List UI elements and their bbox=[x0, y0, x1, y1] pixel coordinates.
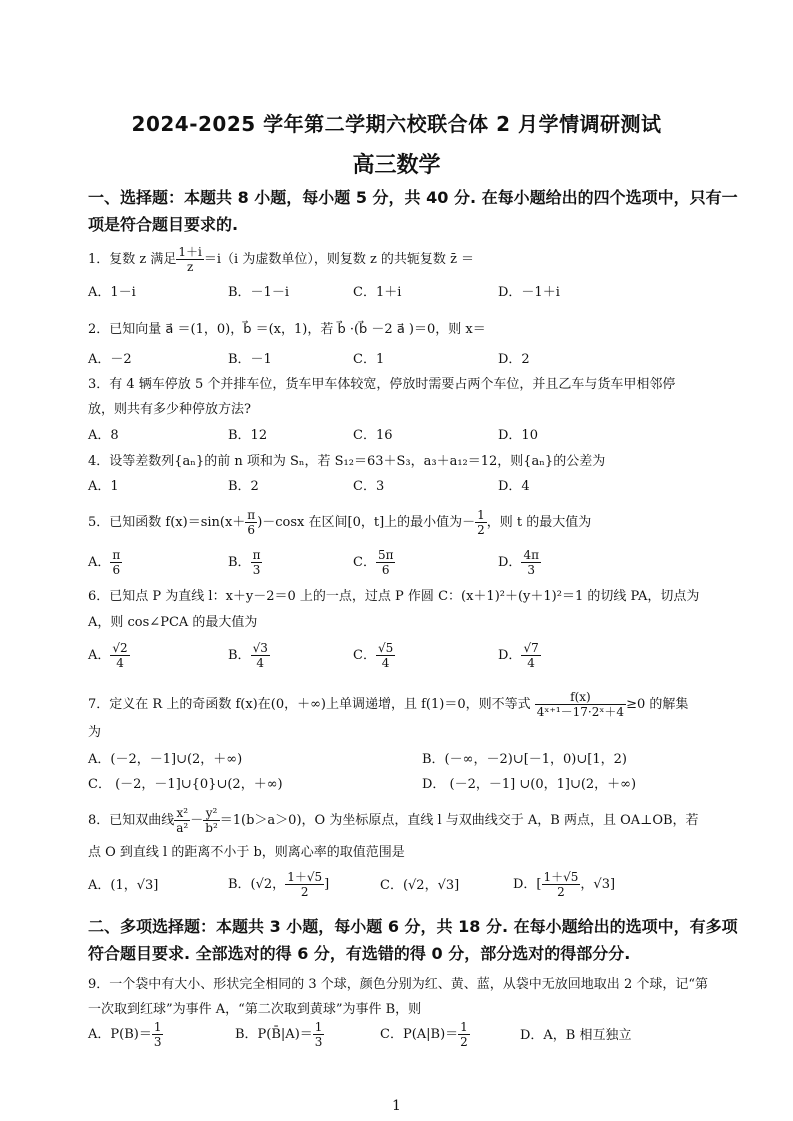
q9-option-a bbox=[88, 1020, 163, 1049]
question-7 bbox=[88, 690, 728, 719]
q4-option-b: B．2 bbox=[228, 479, 259, 494]
q1-prefix: 1．复数 z 满足 bbox=[88, 252, 177, 267]
q4-option-a: A．1 bbox=[88, 479, 119, 494]
q6-option-d-label: D． bbox=[498, 648, 522, 663]
section1-heading-line2: 项是符合题目要求的. bbox=[88, 215, 239, 234]
q5-frac1-num: π bbox=[247, 508, 256, 522]
q6-option-a-num: √2 bbox=[112, 641, 128, 655]
q9-option-c-num: 1 bbox=[460, 1020, 468, 1034]
subject-title: 高三数学 bbox=[352, 153, 441, 178]
question-2: 2．已知向量 a⃗ ＝(1，0)，b⃗ ＝(x，1)，若 b⃗ ·(b⃗ －2 a⃗ )＝0，则 x＝ bbox=[88, 322, 486, 337]
q8-option-d-den: 2 bbox=[557, 885, 565, 899]
q5-option-c bbox=[353, 548, 395, 577]
q2-option-a: A．－2 bbox=[88, 352, 132, 367]
q9-option-c-frac bbox=[458, 1020, 470, 1049]
q6-option-c-den: 4 bbox=[381, 656, 390, 670]
q8-option-a: A．(1，√3] bbox=[88, 878, 159, 893]
q6-option-a-frac bbox=[110, 641, 129, 670]
question-8-line2: 点 O 到直线 l 的距离不小于 b，则离心率的取值范围是 bbox=[88, 845, 405, 860]
q8-f1-num: x² bbox=[174, 806, 190, 821]
q9-option-b-frac bbox=[313, 1020, 325, 1049]
q1-suffix: ＝i（i 为虚数单位），则复数 z 的共轭复数 z̄ ＝ bbox=[203, 252, 475, 267]
q8-prefix: 8．已知双曲线 bbox=[88, 813, 175, 828]
q7-frac-den: 4ˣ⁺¹－17·2ˣ＋4 bbox=[536, 705, 625, 719]
q9-option-a-pre: A．P(B)＝ bbox=[88, 1027, 152, 1042]
q6-option-d-frac bbox=[521, 641, 540, 670]
q6-option-a-label: A． bbox=[88, 648, 111, 663]
q5-option-c-frac bbox=[376, 548, 396, 577]
q5-middle: )－cosx 在区间[0，t]上的最小值为－ bbox=[257, 515, 476, 530]
q9-option-c-pre: C．P(A|B)＝ bbox=[380, 1027, 459, 1042]
q6-option-c-label: C． bbox=[353, 648, 376, 663]
page-number: 1 bbox=[392, 1098, 401, 1114]
q7-option-a: A．(－2，－1]∪(2，＋∞) bbox=[88, 752, 243, 767]
q5-frac2-num: 1 bbox=[477, 508, 485, 522]
q6-option-c-num: √5 bbox=[377, 641, 394, 655]
q7-fraction bbox=[535, 690, 626, 719]
q5-option-b-num: π bbox=[252, 548, 261, 562]
question-3-line2: 放，则共有多少种停放方法? bbox=[88, 402, 251, 417]
q9-option-d: D．A，B 相互独立 bbox=[520, 1028, 632, 1043]
q7-option-d: D． (－2，－1] ∪(0，1]∪(2，＋∞) bbox=[422, 777, 637, 792]
q2-option-c: C．1 bbox=[353, 352, 385, 367]
question-3-line1: 3．有 4 辆车停放 5 个并排车位，货车甲车体较宽，停放时需要占两个车位，并且乙车与货车甲相邻停 bbox=[88, 377, 676, 392]
q2-option-b: B．－1 bbox=[228, 352, 272, 367]
q5-option-d-den: 3 bbox=[527, 563, 536, 577]
q8-option-d-frac bbox=[542, 870, 581, 899]
q9-option-a-den: 3 bbox=[153, 1035, 162, 1049]
q5-suffix: ，则 t 的最大值为 bbox=[486, 515, 592, 530]
q1-fraction bbox=[176, 245, 203, 274]
q6-option-b-label: B． bbox=[228, 648, 251, 663]
q6-option-b-num: √3 bbox=[252, 641, 268, 655]
q8-option-b-pre: B．(√2， bbox=[228, 877, 286, 892]
q8-option-b-post: ] bbox=[324, 877, 330, 892]
q3-option-b: B．12 bbox=[228, 428, 268, 443]
question-4: 4．设等差数列{aₙ}的前 n 项和为 Sₙ，若 S₁₂＝63＋S₃，a₃＋a₁₂＝12，则{aₙ}的公差为 bbox=[88, 454, 606, 469]
q8-f1-den: a² bbox=[176, 821, 189, 835]
exam-title: 2024-2025 学年第二学期六校联合体 2 月学情调研测试 bbox=[131, 112, 662, 136]
q8-option-c: C．(√2，√3] bbox=[380, 878, 460, 893]
q6-option-d-num: √7 bbox=[523, 641, 539, 655]
q7-prefix: 7．定义在 R 上的奇函数 f(x)在(0，＋∞)上单调递增，且 f(1)＝0，则不等式 bbox=[88, 697, 531, 712]
q5-option-a-den: 6 bbox=[112, 563, 121, 577]
q8-suffix: ＝1(b＞a＞0)，O 为坐标原点，直线 l 与双曲线交于 A，B 两点，且 OA⊥OB，若 bbox=[219, 813, 699, 828]
q8-option-b-den: 2 bbox=[300, 885, 309, 899]
q5-fraction-2 bbox=[475, 508, 487, 537]
q5-frac2-den: 2 bbox=[477, 523, 485, 537]
q6-option-b-den: 4 bbox=[256, 656, 265, 670]
q5-option-c-den: 6 bbox=[381, 563, 390, 577]
question-1 bbox=[88, 245, 728, 274]
q8-option-b-frac bbox=[285, 870, 324, 899]
q1-frac-den: z bbox=[186, 260, 194, 274]
q5-option-b bbox=[228, 548, 262, 577]
question-9-line1: 9．一个袋中有大小、形状完全相同的 3 个球，颜色分别为红、黄、蓝，从袋中无放回地取出 2 个球，记“第 bbox=[88, 977, 708, 992]
q6-option-c-frac bbox=[376, 641, 395, 670]
q5-option-c-num: 5π bbox=[377, 548, 394, 562]
q5-option-d bbox=[498, 548, 541, 577]
q6-option-c bbox=[353, 641, 395, 670]
q9-option-a-num: 1 bbox=[153, 1020, 162, 1034]
q8-option-d bbox=[513, 870, 615, 899]
q8-option-d-num: 1＋√5 bbox=[543, 870, 579, 884]
q8-fraction-2 bbox=[203, 806, 220, 835]
q9-option-b-pre: B．P(B̄|A)＝ bbox=[235, 1027, 313, 1042]
q5-prefix: 5．已知函数 f(x)＝sin(x＋ bbox=[88, 515, 246, 530]
q5-option-b-frac bbox=[251, 548, 263, 577]
q1-option-b: B．－1－i bbox=[228, 285, 289, 300]
q3-option-d: D．10 bbox=[498, 428, 538, 443]
q8-option-b bbox=[228, 870, 329, 899]
q5-option-b-label: B． bbox=[228, 555, 251, 570]
q5-option-d-frac bbox=[521, 548, 541, 577]
q8-option-b-num: 1＋√5 bbox=[287, 870, 323, 884]
q6-option-b bbox=[228, 641, 270, 670]
question-8 bbox=[88, 806, 728, 835]
q8-f2-den: b² bbox=[205, 821, 218, 835]
q7-frac-num: f(x) bbox=[535, 690, 626, 705]
q5-frac1-den: 6 bbox=[247, 523, 256, 537]
q5-option-d-num: 4π bbox=[523, 548, 539, 562]
q1-option-d: D．－1＋i bbox=[498, 285, 560, 300]
question-7-line2: 为 bbox=[88, 725, 102, 740]
q3-option-a: A．8 bbox=[88, 428, 119, 443]
q1-option-c: C．1＋i bbox=[353, 285, 402, 300]
question-5 bbox=[88, 508, 728, 537]
q8-minus: － bbox=[190, 813, 204, 828]
q6-option-a-den: 4 bbox=[116, 656, 124, 670]
q7-suffix: ≥0 的解集 bbox=[626, 697, 689, 712]
q4-option-d: D．4 bbox=[498, 479, 530, 494]
q2-option-d: D．2 bbox=[498, 352, 530, 367]
q9-option-a-frac bbox=[152, 1020, 164, 1049]
section1-heading-line1: 一、选择题：本题共 8 小题，每小题 5 分，共 40 分. 在每小题给出的四个选项中，只有一 bbox=[88, 188, 738, 207]
q8-option-d-pre: D．[ bbox=[513, 877, 542, 892]
q9-option-b-num: 1 bbox=[314, 1020, 323, 1034]
section2-heading-line1: 二、多项选择题：本题共 3 小题，每小题 6 分，共 18 分. 在每小题给出的选项中，有多项 bbox=[88, 917, 738, 936]
question-6-line2: A，则 cos∠PCA 的最大值为 bbox=[88, 615, 258, 630]
q5-fraction-1 bbox=[245, 508, 257, 537]
q5-option-b-den: 3 bbox=[252, 563, 261, 577]
q5-option-c-label: C． bbox=[353, 555, 376, 570]
q5-option-a bbox=[88, 548, 122, 577]
q5-option-d-label: D． bbox=[498, 555, 522, 570]
q9-option-c-den: 2 bbox=[460, 1035, 468, 1049]
q5-option-a-label: A． bbox=[88, 555, 111, 570]
q6-option-d-den: 4 bbox=[527, 656, 535, 670]
q9-option-c bbox=[380, 1020, 470, 1049]
q5-option-a-frac bbox=[110, 548, 122, 577]
q1-frac-num: 1＋i bbox=[178, 245, 202, 259]
q7-option-c: C． (－2，－1]∪{0}∪(2，＋∞) bbox=[88, 777, 283, 792]
q6-option-d bbox=[498, 641, 541, 670]
q4-option-c: C．3 bbox=[353, 479, 385, 494]
q3-option-c: C．16 bbox=[353, 428, 393, 443]
q6-option-a bbox=[88, 641, 130, 670]
q9-option-b-den: 3 bbox=[314, 1035, 323, 1049]
question-9-line2: 一次取到红球”为事件 A，“第二次取到黄球”为事件 B，则 bbox=[88, 1002, 422, 1017]
q8-f2-num: y² bbox=[203, 806, 220, 821]
q1-option-a: A．1－i bbox=[88, 285, 136, 300]
q7-option-b: B．(－∞，－2)∪[－1，0)∪[1，2) bbox=[422, 752, 627, 767]
q9-option-b bbox=[235, 1020, 324, 1049]
section2-heading-line2: 符合题目要求. 全部选对的得 6 分，有选错的得 0 分，部分选对的得部分分. bbox=[88, 944, 631, 963]
q6-option-b-frac bbox=[251, 641, 270, 670]
q5-option-a-num: π bbox=[112, 548, 121, 562]
q8-option-d-post: ，√3] bbox=[580, 877, 616, 892]
question-6-line1: 6．已知点 P 为直线 l：x＋y－2＝0 上的一点，过点 P 作圆 C：(x＋1)²＋(y＋1)²＝1 的切线 PA，切点为 bbox=[88, 589, 700, 604]
q8-fraction-1 bbox=[174, 806, 190, 835]
